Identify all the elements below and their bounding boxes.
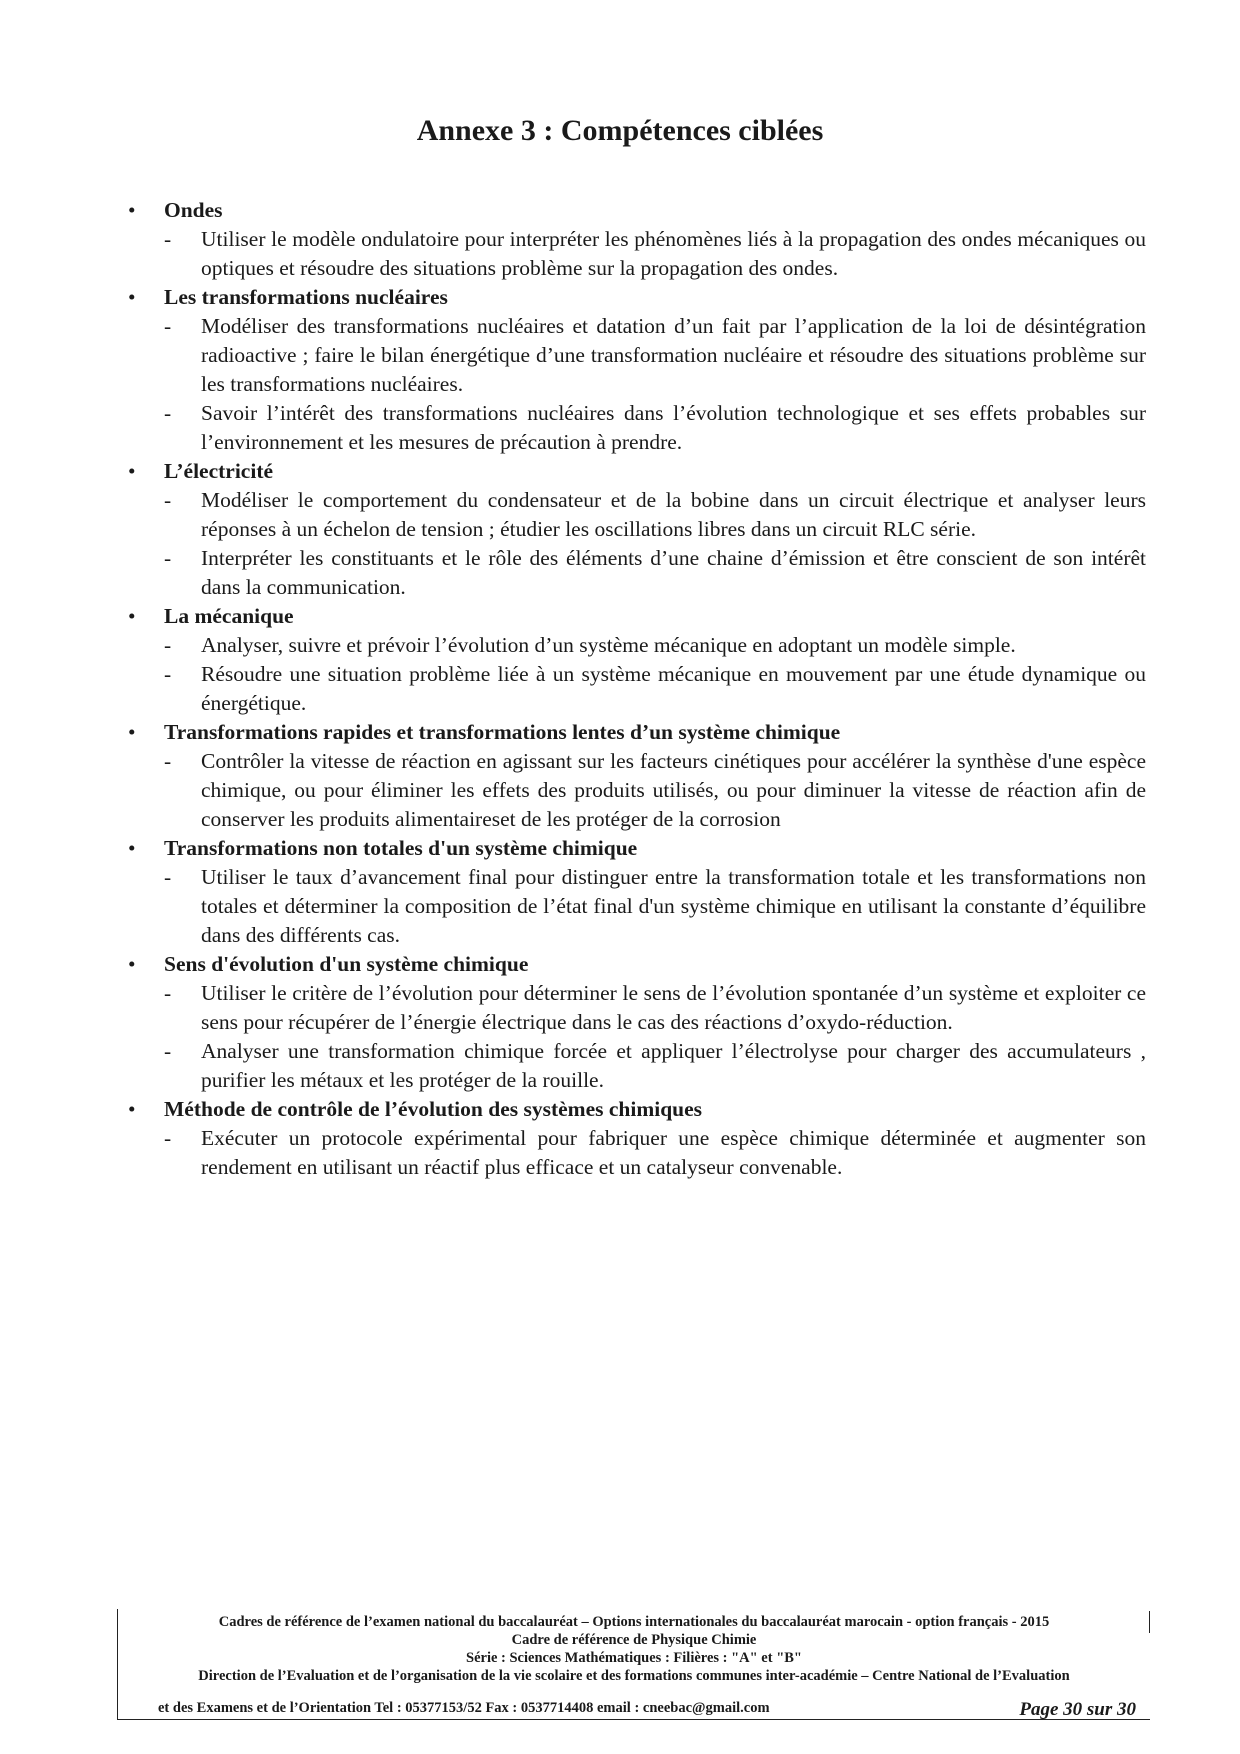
bullet-icon: • bbox=[128, 285, 136, 309]
footer-line-4: Direction de l’Evaluation et de l’organisation de la vie scolaire et des formations communes inter-académie – Centre National de l’Evaluation bbox=[198, 1668, 1070, 1684]
section bbox=[128, 718, 1146, 834]
bullet-icon: • bbox=[128, 604, 136, 628]
dash-marker: - bbox=[164, 546, 172, 570]
dash-marker: - bbox=[164, 1039, 172, 1063]
page-title: Annexe 3 : Compétences ciblées bbox=[416, 114, 824, 147]
competence-item bbox=[128, 747, 1146, 834]
competence-text: Contrôler la vitesse de réaction en agissant sur les facteurs cinétiques pour accélérer la synthèse d'une espèce chimique, ou pour éliminer les effets des produits utilisés, ou pour diminuer la vitesse de réaction afin de conserver les produits alimentaireset de les protéger de la corrosion bbox=[201, 749, 1146, 831]
section-heading bbox=[128, 834, 1146, 863]
competence-text: Interpréter les constituants et le rôle des éléments d’une chaine d’émission et être conscient de son intérêt dans la communication. bbox=[201, 546, 1146, 599]
section-heading-text: La mécanique bbox=[164, 604, 294, 628]
competence-item bbox=[128, 1124, 1146, 1182]
bullet-icon: • bbox=[128, 836, 136, 860]
section-heading bbox=[128, 457, 1146, 486]
competence-text: Modéliser le comportement du condensateur et de la bobine dans un circuit électrique et analyser leurs réponses à un échelon de tension ; étudier les oscillations libres dans un circuit RLC série. bbox=[201, 488, 1146, 541]
competence-item bbox=[128, 863, 1146, 950]
page-number: Page 30 sur 30 bbox=[1019, 1699, 1136, 1720]
section-heading-text: Sens d'évolution d'un système chimique bbox=[164, 952, 529, 976]
competence-text: Analyser une transformation chimique forcée et appliquer l’électrolyse pour charger des accumulateurs , purifier les métaux et les protéger de la rouille. bbox=[201, 1039, 1146, 1092]
competence-text: Utiliser le critère de l’évolution pour déterminer le sens de l’évolution spontanée d’un système et exploiter ce sens pour récupérer de l’énergie électrique dans le cas des réactions d’oxydo-réduction. bbox=[201, 981, 1146, 1034]
section-heading-text: Méthode de contrôle de l’évolution des systèmes chimiques bbox=[164, 1097, 703, 1121]
section-heading-text: Ondes bbox=[164, 198, 223, 222]
bullet-icon: • bbox=[128, 459, 136, 483]
dash-marker: - bbox=[164, 662, 172, 686]
section bbox=[128, 950, 1146, 1095]
footer-line-1: Cadres de référence de l’examen national du baccalauréat – Options internationales du baccalauréat marocain - option français - 2015 bbox=[218, 1614, 1050, 1630]
section-heading bbox=[128, 283, 1146, 312]
footer-line-2: Cadre de référence de Physique Chimie bbox=[511, 1632, 757, 1648]
dash-marker: - bbox=[164, 1126, 172, 1150]
dash-marker: - bbox=[164, 865, 172, 889]
section-heading bbox=[128, 602, 1146, 631]
section bbox=[128, 834, 1146, 950]
competence-item bbox=[128, 399, 1146, 457]
dash-marker: - bbox=[164, 314, 172, 338]
competence-text: Utiliser le modèle ondulatoire pour interpréter les phénomènes liés à la propagation des ondes mécaniques ou optiques et résoudre des situations problème sur la propagation des ondes. bbox=[201, 227, 1146, 280]
section-heading-text: Les transformations nucléaires bbox=[164, 285, 448, 309]
section-heading bbox=[128, 950, 1146, 979]
bullet-icon: • bbox=[128, 952, 136, 976]
section-heading-text: Transformations non totales d'un système chimique bbox=[164, 836, 638, 860]
competence-text: Modéliser des transformations nucléaires et datation d’un fait par l’application de la loi de désintégration radioactive ; faire le bilan énergétique d’une transformation nucléaire et résoudre des situations problème sur les transformations nucléaires. bbox=[201, 314, 1146, 396]
section-heading bbox=[128, 1095, 1146, 1124]
section-heading-text: L’électricité bbox=[164, 459, 274, 483]
competences-list bbox=[128, 196, 1146, 1182]
section bbox=[128, 457, 1146, 602]
section bbox=[128, 196, 1146, 283]
section bbox=[128, 283, 1146, 457]
dash-marker: - bbox=[164, 981, 172, 1005]
competence-item bbox=[128, 1037, 1146, 1095]
section bbox=[128, 602, 1146, 718]
competence-text: Exécuter un protocole expérimental pour fabriquer une espèce chimique déterminée et augmenter son rendement en utilisant un réactif plus efficace et un catalyseur convenable. bbox=[201, 1126, 1146, 1179]
bullet-icon: • bbox=[128, 720, 136, 744]
competence-text: Savoir l’intérêt des transformations nucléaires dans l’évolution technologique et ses effets probables sur l’environnement et les mesures de précaution à prendre. bbox=[201, 401, 1146, 454]
competence-text: Utiliser le taux d’avancement final pour distinguer entre la transformation totale et les transformations non totales et déterminer la composition de l’état final d'un système chimique en utilisant la constante d’équilibre dans des différents cas. bbox=[201, 865, 1146, 947]
footer-line-3: Série : Sciences Mathématiques : Filières : "A" et "B" bbox=[466, 1650, 802, 1666]
bullet-icon: • bbox=[128, 1097, 136, 1121]
competence-item bbox=[128, 631, 1146, 660]
section-heading-text: Transformations rapides et transformations lentes d’un système chimique bbox=[164, 720, 841, 744]
competence-text: Résoudre une situation problème liée à un système mécanique en mouvement par une étude dynamique ou énergétique. bbox=[201, 662, 1146, 715]
competence-item bbox=[128, 979, 1146, 1037]
competence-item bbox=[128, 312, 1146, 399]
competence-item bbox=[128, 660, 1146, 718]
dash-marker: - bbox=[164, 227, 172, 251]
section bbox=[128, 1095, 1146, 1182]
competence-item bbox=[128, 486, 1146, 544]
competence-text: Analyser, suivre et prévoir l’évolution d’un système mécanique en adoptant un modèle simple. bbox=[201, 633, 1016, 657]
dash-marker: - bbox=[164, 633, 172, 657]
dash-marker: - bbox=[164, 488, 172, 512]
competence-item bbox=[128, 225, 1146, 283]
section-heading bbox=[128, 718, 1146, 747]
section-heading bbox=[128, 196, 1146, 225]
dash-marker: - bbox=[164, 401, 172, 425]
footer-line-5: et des Examens et de l’Orientation Tel : 05377153/52 Fax : 0537714408 email : cneebac@gmail.com bbox=[158, 1700, 770, 1716]
competence-item bbox=[128, 544, 1146, 602]
bullet-icon: • bbox=[128, 198, 136, 222]
dash-marker: - bbox=[164, 749, 172, 773]
footer bbox=[117, 1609, 1150, 1720]
